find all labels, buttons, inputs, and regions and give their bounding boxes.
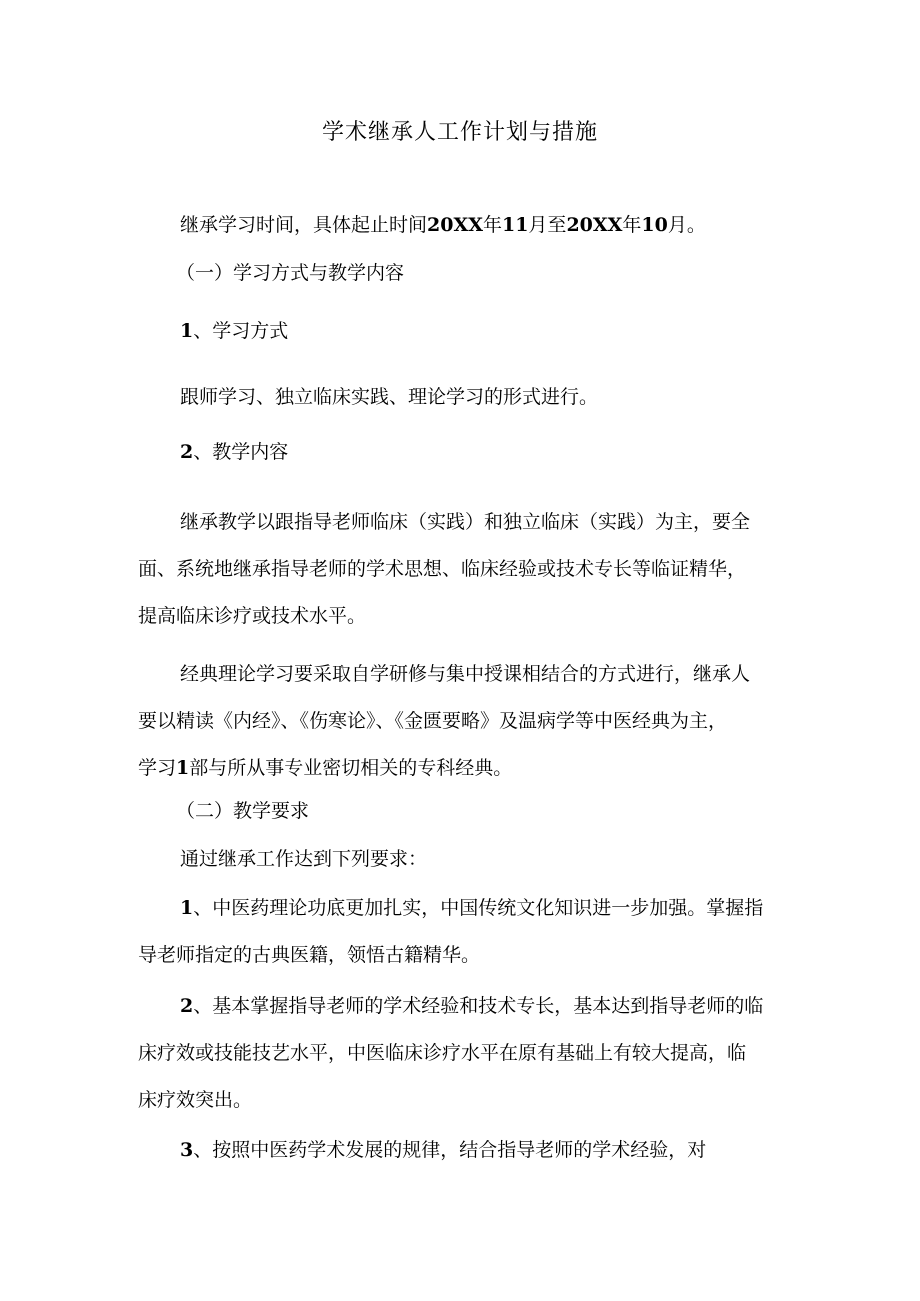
para1-line-1: 继承教学以跟指导老师临床（实践）和独立临床（实践）为主，要全 — [180, 511, 751, 533]
para2-last-pre: 学习 — [138, 757, 177, 779]
req1-line-1 — [138, 885, 788, 932]
requirement-1 — [138, 885, 788, 979]
req3-line-1 — [138, 1127, 788, 1174]
req1-text-1: 、中医药理论功底更加扎实，中国传统文化知识进一步加强。掌握指 — [193, 897, 764, 919]
req2-line-1 — [138, 983, 788, 1030]
item2-heading — [180, 437, 288, 467]
teaching-paragraph-2 — [138, 651, 788, 792]
intro-pre: 继承学习时间，具体起止时间 — [180, 214, 428, 236]
para2-last-number: 1 — [176, 757, 190, 779]
para2-line-2: 要以精读《内经》、《伤寒论》、《金匮要略》及温病学等中医经典为主， — [138, 710, 728, 732]
intro-t1: 年 — [482, 214, 502, 236]
req2-number: 2 — [180, 995, 194, 1017]
intro-line — [180, 210, 706, 240]
intro-month-end: 10 — [641, 214, 668, 236]
req3-text-1: 、按照中医药学术发展的规律，结合指导老师的学术经验，对 — [193, 1139, 707, 1161]
req1-number: 1 — [180, 897, 194, 919]
req2-line-3: 床疗效突出。 — [138, 1089, 253, 1111]
para2-line-1: 经典理论学习要采取自学研修与集中授课相结合的方式进行，继承人 — [180, 663, 751, 685]
item1-number: 1 — [180, 320, 194, 342]
intro-month-start: 11 — [501, 214, 529, 236]
intro-t3: 年 — [622, 214, 642, 236]
intro-year-start: 20XX — [427, 214, 483, 236]
item1-heading — [180, 316, 288, 346]
section2-heading: （二）教学要求 — [176, 800, 310, 822]
para2-line-3 — [138, 745, 788, 792]
teaching-paragraph-1 — [138, 499, 788, 640]
section1-heading: （一）学习方式与教学内容 — [176, 262, 405, 284]
item2-number: 2 — [180, 441, 194, 463]
requirement-2 — [138, 983, 788, 1124]
req2-text-1: 、基本掌握指导老师的学术经验和技术专长，基本达到指导老师的临 — [193, 995, 764, 1017]
document-title: 学术继承人工作计划与措施 — [321, 120, 598, 145]
item2-label: 、教学内容 — [193, 441, 289, 463]
intro-t4: 月。 — [667, 214, 706, 236]
para1-line-3: 提高临床诊疗或技术水平。 — [138, 605, 367, 627]
item1-label: 、学习方式 — [193, 320, 289, 342]
req2-line-2: 床疗效或技能技艺水平，中医临床诊疗水平在原有基础上有较大提高，临 — [138, 1042, 747, 1064]
section2-intro: 通过继承工作达到下列要求： — [180, 848, 428, 870]
intro-t2: 月至 — [528, 214, 567, 236]
para1-line-2: 面、系统地继承指导老师的学术思想、临床经验或技术专长等临证精华， — [138, 558, 747, 580]
para2-last-post: 部与所从事专业密切相关的专科经典。 — [189, 757, 513, 779]
item1-body: 跟师学习、独立临床实践、理论学习的形式进行。 — [180, 386, 599, 408]
intro-year-end: 20XX — [566, 214, 623, 236]
req3-number: 3 — [180, 1139, 194, 1161]
req1-line-2: 导老师指定的古典医籍，领悟古籍精华。 — [138, 944, 481, 966]
requirement-3 — [138, 1127, 788, 1174]
